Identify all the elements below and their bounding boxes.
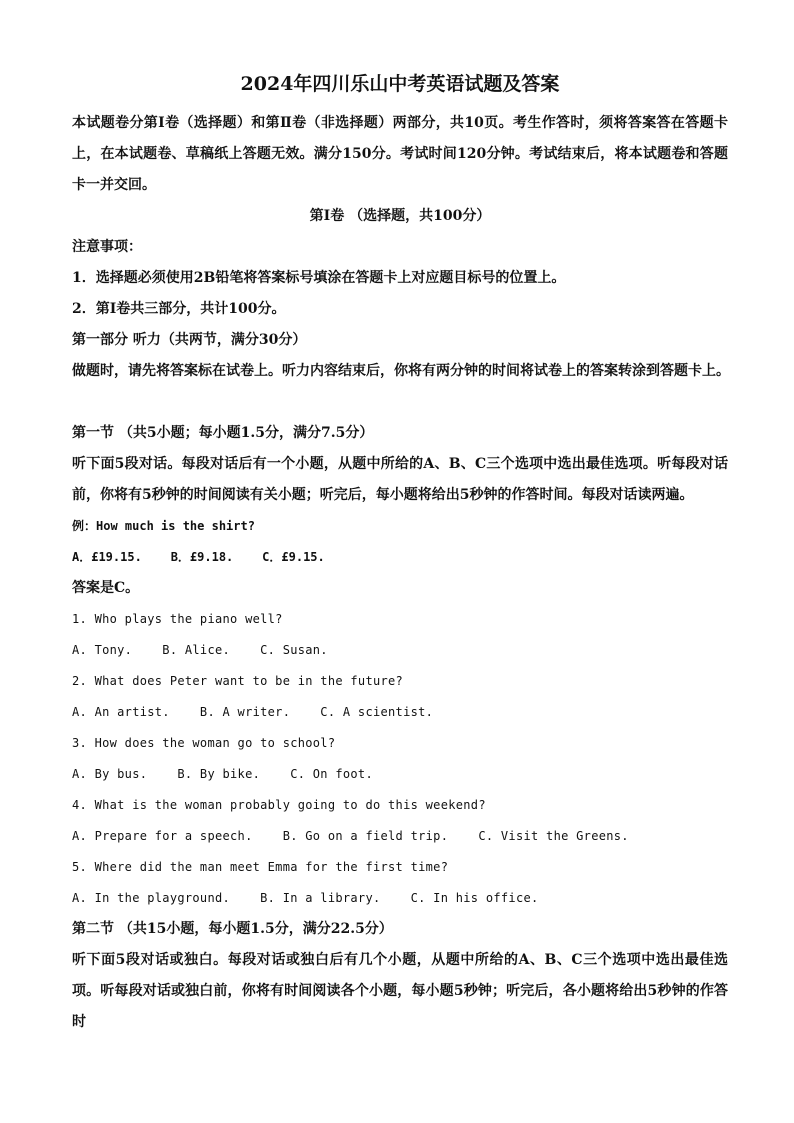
section-one-heading: 第一节 （共5小题；每小题1.5分，满分7.5分） <box>72 425 374 441</box>
question-4-options: A. Prepare for a speech. B. Go on a field trip. C. Visit the Greens. <box>72 829 629 843</box>
question-5: 5. Where did the man meet Emma for the first time? <box>72 860 449 874</box>
question-2: 2. What does Peter want to be in the future? <box>72 674 404 688</box>
example-question: 例：How much is the shirt? <box>72 519 255 533</box>
volume-heading: 第Ⅰ卷 （选择题，共100分） <box>309 208 491 224</box>
page-title: 2024年四川乐山中考英语试题及答案 <box>240 73 560 95</box>
section-two-heading: 第二节 （共15小题，每小题1.5分，满分22.5分） <box>72 921 393 937</box>
question-1: 1. Who plays the piano well? <box>72 612 283 626</box>
question-3: 3. How does the woman go to school? <box>72 736 336 750</box>
example-options: A．£19.15. B．£9.18. C．£9.15. <box>72 550 325 564</box>
part-one-heading: 第一部分 听力（共两节，满分30分） <box>72 332 307 348</box>
question-4: 4. What is the woman probably going to do this weekend? <box>72 798 486 812</box>
question-1-options: A. Tony. B. Alice. C. Susan. <box>72 643 328 657</box>
section-one-instruction: 听下面5段对话。每段对话后有一个小题，从题中所给的A、B、C三个选项中选出最佳选项。听每段对话前，你将有5秒钟的时间阅读有关小题；听完后，每小题将给出5秒钟的作答时间。每段对话读两遍。 <box>72 456 728 503</box>
intro-paragraph: 本试题卷分第Ⅰ卷（选择题）和第Ⅱ卷（非选择题）两部分，共10页。考生作答时，须将答案答在答题卡上，在本试题卷、草稿纸上答题无效。满分150分。考试时间120分钟。考试结束后，将本试题卷和答题卡一并交回。 <box>72 115 728 193</box>
section-two-instruction: 听下面5段对话或独白。每段对话或独白后有几个小题，从题中所给的A、B、C三个选项中选出最佳选项。听每段对话或独白前，你将有时间阅读各个小题，每小题5秒钟；听完后，各小题将给出5秒钟的作答时 <box>72 952 728 1030</box>
spacer <box>72 387 728 418</box>
note-item-1: 1．选择题必须使用2B铅笔将答案标号填涂在答题卡上对应题目标号的位置上。 <box>72 270 566 286</box>
exam-page <box>72 70 728 1038</box>
notes-heading: 注意事项： <box>72 239 142 255</box>
note-item-2: 2．第Ⅰ卷共三部分，共计100分。 <box>72 301 286 317</box>
question-3-options: A. By bus. B. By bike. C. On foot. <box>72 767 373 781</box>
example-answer: 答案是C。 <box>72 580 140 596</box>
question-5-options: A. In the playground. B. In a library. C. In his office. <box>72 891 539 905</box>
part-one-instruction: 做题时，请先将答案标在试卷上。听力内容结束后，你将有两分钟的时间将试卷上的答案转涂到答题卡上。 <box>72 363 730 379</box>
question-2-options: A. An artist. B. A writer. C. A scientist. <box>72 705 434 719</box>
